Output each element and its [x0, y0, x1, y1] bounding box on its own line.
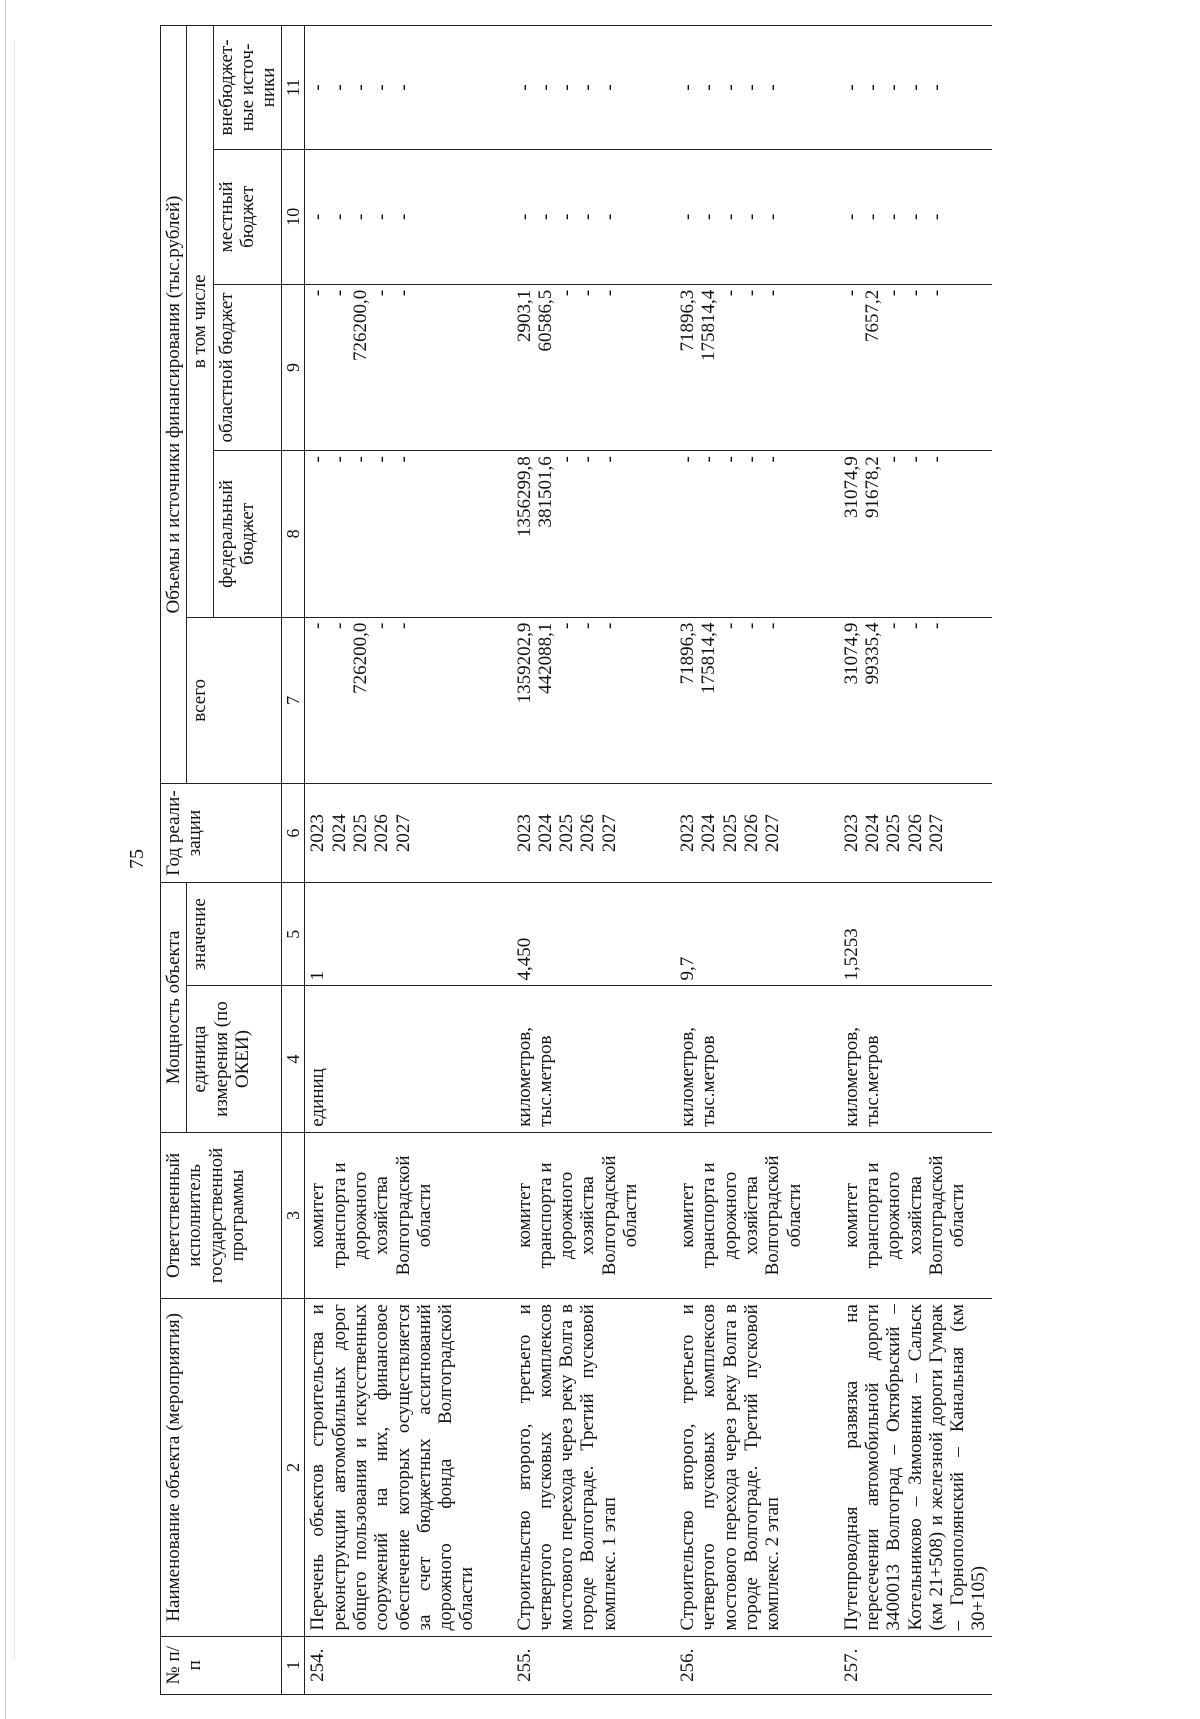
column-number: 8: [282, 451, 305, 617]
funding-extra-value: -: [741, 84, 762, 91]
row-number: 256.: [677, 1648, 699, 1682]
table-row: [675, 26, 839, 1695]
funding-federal-value: -: [350, 456, 372, 463]
object-name: Путепроводная развязка на пересечении автомобильной дороги 3400013 Волгоград – Октябрьский – Котельниково – Зимовники – Сальск (км 21+508) и железной дороги Гумрак – Горнополянский – Канальная (км 30+105): [840, 1304, 990, 1631]
funding-federal-value: -: [556, 456, 578, 463]
responsible-executor: комитет транспорта и дорожного хозяйства Волгоградской области: [513, 1155, 641, 1276]
funding-total-cell: [305, 617, 512, 783]
funding-federal-value: -: [328, 456, 350, 463]
funding-federal-value: 381501,6: [534, 456, 556, 528]
implementation-years-value: 2024: [534, 814, 556, 853]
implementation-years-value: 2024: [698, 814, 720, 853]
header-regional: областной бюджет: [213, 284, 282, 450]
funding-regional-value: -: [904, 289, 926, 297]
funding-local-value: -: [371, 213, 393, 220]
funding-local-value: -: [350, 213, 372, 220]
funding-local-value: -: [762, 213, 784, 220]
header-no: № п/п: [161, 1636, 282, 1694]
implementation-years-cell: [839, 784, 992, 883]
funding-regional-value: -: [925, 289, 947, 297]
object-name-cell: [512, 1299, 676, 1636]
funding-regional-value: -: [577, 289, 599, 297]
funding-regional-value: -: [392, 289, 414, 297]
funding-total-value: -: [556, 622, 578, 629]
funding-local-value: -: [677, 213, 699, 220]
funding-local-value: -: [698, 213, 720, 220]
capacity-value: 4,450: [513, 937, 535, 981]
funding-total-value: -: [598, 622, 620, 629]
implementation-years-value: 2027: [392, 814, 414, 853]
funding-total-value: 726200,0: [350, 622, 372, 694]
financing-table: [160, 25, 992, 1695]
funding-extra-value: -: [677, 84, 699, 91]
funding-total-value: 99335,4: [862, 622, 884, 685]
funding-regional-value: 175814,4: [698, 289, 720, 362]
funding-federal-cell: [675, 451, 839, 617]
funding-local-cell: [512, 149, 676, 284]
header-capacity: Мощность объекта: [161, 883, 187, 1133]
funding-total-value: -: [577, 622, 599, 629]
funding-total-value: 71896,3: [677, 622, 699, 685]
funding-extra-cell: [675, 26, 839, 150]
column-number: 3: [282, 1132, 305, 1298]
implementation-years-value: 2024: [862, 814, 884, 853]
capacity-unit-cell: [839, 986, 992, 1132]
capacity-unit: километров, тыс.метров: [677, 1026, 720, 1127]
header-federal: федеральный бюджет: [213, 451, 282, 617]
row-number: 254.: [307, 1648, 329, 1682]
implementation-years-value: 2024: [328, 814, 350, 853]
table-body: [305, 26, 992, 1695]
funding-total-value: 1359202,9: [513, 622, 535, 704]
funding-regional-cell: [839, 284, 992, 450]
funding-extra-value: -: [513, 84, 535, 91]
capacity-value-cell: [839, 883, 992, 986]
funding-local-value: -: [741, 213, 762, 220]
object-name: Строительство второго, третьего и четвертого пусковых комплексов мостового перехода через реку Волга в городе Волгограде. Третий пусковой комплекс. 1 этап: [513, 1304, 620, 1631]
funding-total-value: -: [883, 622, 905, 629]
funding-extra-value: -: [719, 84, 741, 91]
header-funding: Объемы и источники финансирования (тыс.рублей): [161, 26, 187, 784]
implementation-years-value: 2026: [371, 814, 393, 853]
scan-edge-line: [5, 0, 6, 1719]
funding-regional-value: -: [556, 289, 578, 297]
funding-federal-value: -: [598, 456, 620, 463]
scan-edge-line: [14, 40, 15, 1660]
funding-extra-value: -: [392, 84, 414, 91]
responsible-executor-cell: [675, 1132, 839, 1298]
column-number: 4: [282, 986, 305, 1132]
responsible-executor: комитет транспорта и дорожного хозяйства Волгоградской области: [840, 1155, 969, 1276]
funding-federal-value: 91678,2: [862, 456, 884, 518]
funding-local-value: -: [556, 213, 578, 220]
funding-extra-value: -: [577, 84, 599, 91]
funding-total-cell: [512, 617, 676, 783]
table-row: [839, 26, 992, 1695]
funding-regional-cell: [512, 284, 676, 450]
funding-local-value: -: [840, 213, 862, 220]
funding-total-value: -: [762, 622, 784, 629]
funding-local-value: -: [392, 213, 414, 220]
header-name: Наименование объекта (мероприятия): [161, 1299, 282, 1636]
implementation-years-value: 2027: [598, 814, 620, 853]
funding-extra-cell: [839, 26, 992, 150]
funding-local-value: -: [534, 213, 556, 220]
funding-total-value: -: [925, 622, 947, 629]
capacity-unit: единиц: [307, 1068, 329, 1127]
funding-extra-value: -: [840, 84, 862, 91]
implementation-years-value: 2023: [513, 814, 535, 853]
funding-total-cell: [839, 617, 992, 783]
funding-regional-value: -: [598, 289, 620, 297]
object-name: Перечень объектов строительства и реконструкции автомобильных дорог общего пользования и искусственных сооружений на них, финансовое обеспечение которых осуществляется за счет бюджетных ассигнований дорожного фонда Волгоградской области: [307, 1304, 478, 1631]
funding-total-value: -: [307, 622, 329, 629]
funding-extra-value: -: [534, 84, 556, 91]
funding-local-value: -: [598, 213, 620, 220]
implementation-years-value: 2025: [350, 814, 372, 853]
capacity-unit-cell: [512, 986, 676, 1132]
capacity-unit: километров, тыс.метров: [513, 1026, 556, 1127]
object-name: Строительство второго, третьего и четвертого пусковых комплексов мостового перехода через реку Волга в городе Волгограде. Третий пусковой комплекс. 2 этап: [677, 1304, 784, 1631]
implementation-years-value: 2023: [307, 814, 329, 853]
capacity-unit-cell: [305, 986, 512, 1132]
funding-extra-value: -: [762, 84, 784, 91]
funding-extra-value: -: [925, 84, 947, 91]
implementation-years-cell: [512, 784, 676, 883]
page-number: 75: [126, 849, 148, 869]
column-number: 9: [282, 284, 305, 450]
implementation-years-value: 2026: [577, 814, 599, 853]
funding-regional-value: -: [840, 289, 862, 297]
funding-regional-value: 2903,1: [513, 289, 535, 343]
column-number: 6: [282, 784, 305, 883]
row-number-cell: [839, 1636, 992, 1694]
funding-extra-value: -: [371, 84, 393, 91]
funding-total-value: -: [392, 622, 414, 629]
funding-local-value: -: [719, 213, 741, 220]
funding-extra-value: -: [328, 84, 350, 91]
funding-local-value: -: [577, 213, 599, 220]
header-total: всего: [187, 617, 282, 783]
funding-extra-cell: [512, 26, 676, 150]
funding-extra-value: -: [904, 84, 926, 91]
funding-local-cell: [305, 149, 512, 284]
column-number: 11: [282, 26, 305, 150]
funding-regional-value: -: [883, 289, 905, 297]
funding-federal-value: -: [698, 456, 720, 463]
funding-extra-value: -: [350, 84, 372, 91]
funding-federal-value: 31074,9: [840, 456, 862, 518]
implementation-years-value: 2023: [840, 814, 862, 853]
funding-local-value: -: [862, 213, 884, 220]
column-number: 2: [282, 1299, 305, 1636]
funding-local-value: -: [307, 213, 329, 220]
funding-extra-value: -: [883, 84, 905, 91]
funding-regional-cell: [305, 284, 512, 450]
funding-federal-value: -: [719, 456, 741, 463]
column-number: 1: [282, 1636, 305, 1694]
capacity-value-cell: [675, 883, 839, 986]
funding-local-cell: [675, 149, 839, 284]
funding-local-value: -: [925, 213, 947, 220]
funding-federal-value: 1356299,8: [513, 456, 535, 537]
funding-regional-value: 726200,0: [350, 289, 372, 362]
funding-total-value: -: [328, 622, 350, 629]
funding-total-value: -: [719, 622, 741, 629]
column-number: 10: [282, 149, 305, 284]
header-extra: внебюджет- ные источ- ники: [213, 26, 282, 150]
implementation-years-value: 2027: [925, 814, 947, 853]
responsible-executor-cell: [839, 1132, 992, 1298]
capacity-value: 1,5253: [840, 928, 862, 981]
capacity-value-cell: [512, 883, 676, 986]
funding-total-value: -: [741, 622, 762, 629]
funding-extra-value: -: [862, 84, 884, 91]
funding-federal-cell: [512, 451, 676, 617]
funding-federal-value: -: [392, 456, 414, 463]
funding-local-value: -: [904, 213, 926, 220]
implementation-years-cell: [305, 784, 512, 883]
funding-federal-value: -: [371, 456, 393, 463]
funding-regional-value: -: [741, 289, 762, 297]
capacity-value: 9,7: [677, 956, 699, 981]
funding-extra-value: -: [307, 84, 329, 91]
funding-regional-value: 7657,2: [862, 289, 884, 343]
funding-total-value: 175814,4: [698, 622, 720, 694]
header-including: в том числе: [187, 26, 213, 618]
header-unit: единица измерения (по ОКЕИ): [187, 986, 282, 1132]
funding-regional-value: -: [307, 289, 329, 297]
funding-federal-cell: [839, 451, 992, 617]
funding-regional-value: -: [328, 289, 350, 297]
funding-regional-value: -: [371, 289, 393, 297]
implementation-years-value: 2026: [904, 814, 926, 853]
implementation-years-cell: [675, 784, 839, 883]
implementation-years-value: 2025: [719, 814, 741, 853]
funding-federal-value: -: [925, 456, 947, 463]
responsible-executor: комитет транспорта и дорожного хозяйства Волгоградской области: [677, 1155, 805, 1276]
funding-regional-value: 71896,3: [677, 289, 699, 352]
funding-local-value: -: [513, 213, 535, 220]
table-row: [512, 26, 676, 1695]
header-executor: Ответственный исполнитель государственной программы: [161, 1132, 282, 1298]
implementation-years-value: 2026: [741, 814, 762, 853]
implementation-years-value: 2025: [883, 814, 905, 853]
funding-total-value: -: [371, 622, 393, 629]
funding-federal-value: -: [762, 456, 784, 463]
responsible-executor-cell: [512, 1132, 676, 1298]
capacity-unit: километров, тыс.метров: [840, 1026, 884, 1127]
capacity-unit-cell: [675, 986, 839, 1132]
responsible-executor: комитет транспорта и дорожного хозяйства Волгоградской области: [307, 1155, 435, 1276]
column-number: 7: [282, 617, 305, 783]
object-name-cell: [305, 1299, 512, 1636]
funding-federal-value: -: [677, 456, 699, 463]
object-name-cell: [675, 1299, 839, 1636]
header-local: местный бюджет: [213, 149, 282, 284]
funding-total-value: -: [904, 622, 926, 629]
implementation-years-value: 2027: [762, 814, 784, 853]
funding-extra-value: -: [698, 84, 720, 91]
responsible-executor-cell: [305, 1132, 512, 1298]
capacity-value: 1: [307, 971, 329, 981]
funding-regional-value: -: [762, 289, 784, 297]
funding-extra-cell: [305, 26, 512, 150]
row-number-cell: [675, 1636, 839, 1694]
funding-extra-value: -: [556, 84, 578, 91]
funding-federal-cell: [305, 451, 512, 617]
funding-federal-value: -: [577, 456, 599, 463]
funding-extra-value: -: [598, 84, 620, 91]
funding-local-value: -: [328, 213, 350, 220]
implementation-years-value: 2025: [556, 814, 578, 853]
funding-regional-value: -: [719, 289, 741, 297]
row-number-cell: [512, 1636, 676, 1694]
funding-federal-value: -: [883, 456, 905, 463]
funding-local-value: -: [883, 213, 905, 220]
capacity-value-cell: [305, 883, 512, 986]
funding-federal-value: -: [307, 456, 329, 463]
rotated-table-sheet: [160, 25, 1040, 1695]
column-number: 5: [282, 883, 305, 986]
funding-total-cell: [675, 617, 839, 783]
funding-regional-value: 60586,5: [534, 289, 556, 352]
funding-federal-value: -: [741, 456, 762, 463]
table-row: [305, 26, 512, 1695]
header-year: Год реали- зации: [161, 784, 282, 883]
funding-local-cell: [839, 149, 992, 284]
row-number: 255.: [513, 1648, 535, 1682]
funding-total-value: 442088,1: [534, 622, 556, 694]
funding-regional-cell: [675, 284, 839, 450]
header-value: значение: [187, 883, 282, 986]
row-number-cell: [305, 1636, 512, 1694]
funding-federal-value: -: [904, 456, 926, 463]
funding-total-value: 31074,9: [840, 622, 862, 685]
row-number: 257.: [840, 1648, 862, 1682]
implementation-years-value: 2023: [677, 814, 699, 853]
object-name-cell: [839, 1299, 992, 1636]
